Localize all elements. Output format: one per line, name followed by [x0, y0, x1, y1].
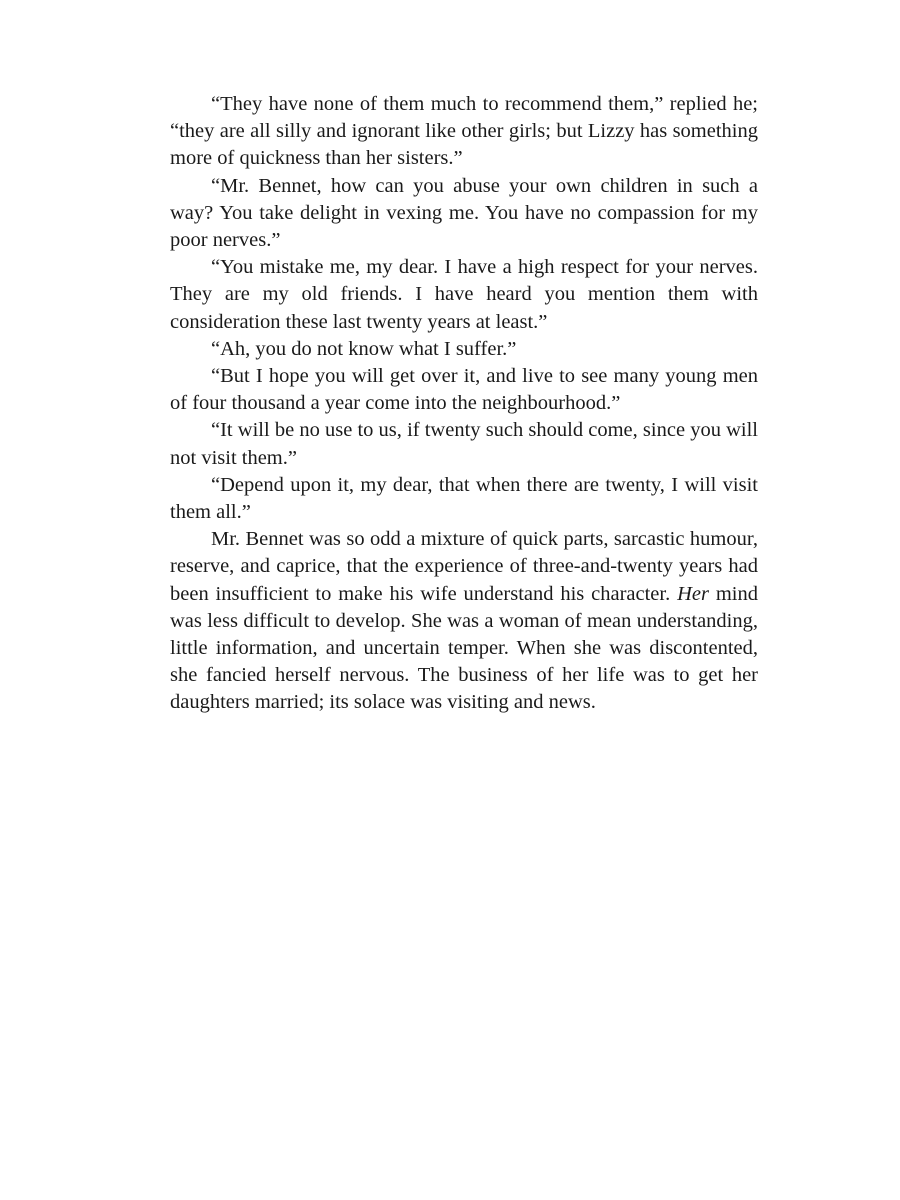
paragraph-8 — [170, 526, 758, 716]
paragraph-5: “But I hope you will get over it, and live to see many young men of four thousand a year come into the neighbourhood.” — [170, 365, 758, 415]
paragraph-7: “Depend upon it, my dear, that when there are twenty, I will visit them all.” — [170, 473, 758, 524]
paragraph-6: “It will be no use to us, if twenty such should come, since you will not visit them.” — [170, 419, 758, 469]
paragraph-1: “They have none of them much to recommend them,” replied he; “they are all silly and ignorant like other girls; but Lizzy has something more of quickness than her sisters.” — [170, 93, 758, 170]
paragraph-8-emphasis: Her — [677, 582, 709, 605]
paragraph-4: “Ah, you do not know what I suffer.” — [211, 337, 517, 360]
body-text — [170, 91, 758, 717]
paragraph-8-text-end: mind was less difficult to develop. She was a woman of mean understanding, little information, and uncertain temper. When she was discontented, she fancied herself nervous. The business of her life was to get her daughters married; its solace was visiting and news. — [170, 582, 758, 714]
paragraph-8-text-start: Mr. Bennet was so odd a mixture of quick parts, sarcastic humour, reserve, and caprice, that the experience of three-and-twenty years had been insufficient to make his wife understand his character. — [170, 528, 758, 605]
paragraph-3: “You mistake me, my dear. I have a high respect for your nerves. They are my old friends. I have heard you mention them with consideration these last twenty years at least.” — [170, 256, 758, 333]
paragraph-2: “Mr. Bennet, how can you abuse your own children in such a way? You take delight in vexing me. You have no compassion for my poor nerves.” — [170, 174, 758, 252]
